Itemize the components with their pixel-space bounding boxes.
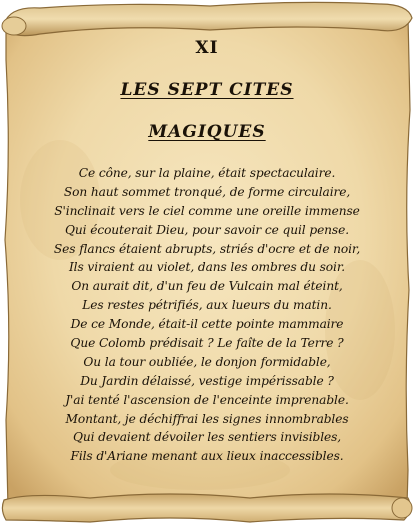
verse-line: Ses flancs étaient abrupts, striés d'ocre et de noir, (53, 241, 361, 256)
chapter-number: XI (195, 38, 219, 58)
verse-line: Fils d'Ariane menant aux lieux inaccessibles. (70, 449, 344, 464)
verse-line: Qui écouterait Dieu, pour savoir ce quil pense. (65, 222, 349, 237)
verse-line: Du Jardin délaissé, vestige impérissable ? (80, 373, 334, 388)
verse-line: Que Colomb prédisait ? Le faîte de la Terre ? (70, 336, 344, 351)
poem-title-line-1: LES SEPT CITES (120, 80, 294, 100)
poem-title-line-2: MAGIQUES (148, 122, 266, 142)
verse-line: De ce Monde, était-il cette pointe mammaire (70, 317, 344, 332)
verse-line: Son haut sommet tronqué, de forme circulaire, (63, 184, 351, 199)
verse-line: Montant, je déchiffrai les signes innombrables (65, 411, 349, 426)
verse-line: Ils viraient au violet, dans les ombres du soir. (68, 260, 346, 275)
verse-line: Les restes pétrifiés, aux lueurs du matin. (82, 298, 332, 313)
verse-line: Ce cône, sur la plaine, était spectaculaire. (78, 166, 336, 180)
verse-line: Ou la tour oubliée, le donjon formidable, (83, 354, 331, 369)
verse-line: J'ai tenté l'ascension de l'enceinte imprenable. (65, 392, 349, 407)
poem-verse (40, 164, 374, 466)
verse-line: On aurait dit, d'un feu de Vulcain mal éteint, (71, 279, 343, 294)
verse-line: S'inclinait vers le ciel comme une oreille immense (54, 203, 360, 218)
verse-line: Qui devaient dévoiler les sentiers invisibles, (72, 430, 342, 445)
